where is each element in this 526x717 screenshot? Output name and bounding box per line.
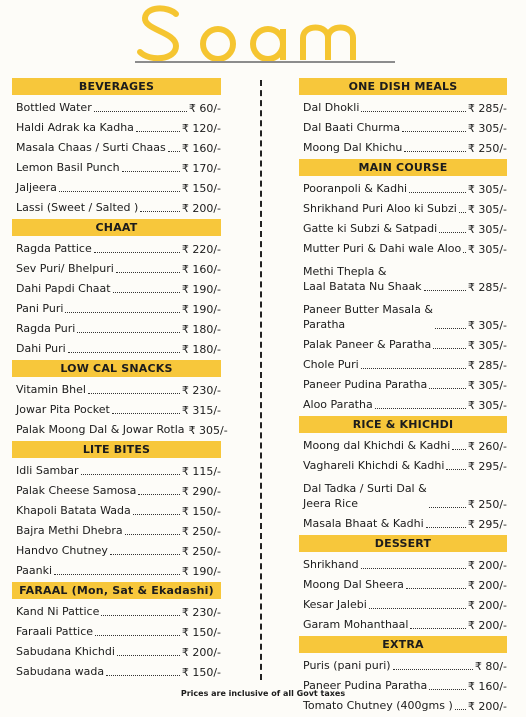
menu-item bbox=[12, 198, 221, 218]
menu-item bbox=[299, 555, 507, 575]
dot-leader bbox=[94, 110, 187, 112]
menu-item bbox=[12, 622, 221, 642]
item-name: Palak Moong Dal & Jowar Rotla bbox=[16, 423, 185, 436]
menu-item bbox=[299, 575, 507, 595]
item-price: ₹ 305/- bbox=[467, 223, 507, 236]
section-header: EXTRA bbox=[299, 636, 507, 653]
item-price: ₹ 305/- bbox=[467, 319, 507, 332]
menu-section bbox=[299, 535, 507, 636]
dot-leader bbox=[125, 533, 180, 535]
item-name: Shrikhand Puri Aloo ki Subzi bbox=[303, 202, 457, 215]
dot-leader bbox=[133, 513, 180, 515]
item-price: ₹ 295/- bbox=[467, 518, 507, 531]
item-name: Ragda Pattice bbox=[16, 242, 92, 255]
menu-section bbox=[299, 636, 507, 717]
item-price: ₹ 305/- bbox=[467, 203, 507, 216]
menu-item bbox=[12, 319, 221, 339]
menu-item bbox=[12, 339, 221, 359]
dot-leader bbox=[361, 110, 465, 112]
dot-leader bbox=[404, 150, 465, 152]
item-price: ₹ 250/- bbox=[181, 545, 221, 558]
item-price: ₹ 150/- bbox=[181, 666, 221, 679]
menu-item bbox=[12, 420, 228, 440]
item-price: ₹ 305/- bbox=[467, 379, 507, 392]
menu-item bbox=[299, 355, 507, 375]
item-price: ₹ 80/- bbox=[474, 660, 507, 673]
item-price: ₹ 150/- bbox=[181, 182, 221, 195]
item-name: Sabudana Khichdi bbox=[16, 645, 115, 658]
item-price: ₹ 160/- bbox=[181, 263, 221, 276]
item-name: Pani Puri bbox=[16, 302, 64, 315]
item-name: Dal Baati Churma bbox=[303, 121, 401, 134]
item-price: ₹ 250/- bbox=[181, 525, 221, 538]
item-name: Chole Puri bbox=[303, 358, 359, 371]
soam-logo bbox=[0, 0, 526, 72]
menu-item bbox=[299, 696, 507, 716]
dot-leader bbox=[110, 553, 180, 555]
dot-leader bbox=[117, 654, 180, 656]
menu-item bbox=[12, 521, 221, 541]
item-name: Gatte ki Subzi & Satpadi bbox=[303, 222, 438, 235]
item-price: ₹ 120/- bbox=[181, 122, 221, 135]
dot-leader bbox=[81, 473, 180, 475]
item-name: Moong dal Khichdi & Kadhi bbox=[303, 439, 451, 452]
menu-item bbox=[299, 436, 507, 456]
item-price: ₹ 200/- bbox=[467, 619, 507, 632]
tax-note: Prices are inclusive of all Govt taxes bbox=[180, 689, 346, 698]
item-price: ₹ 250/- bbox=[467, 142, 507, 155]
dot-leader bbox=[138, 493, 179, 495]
menu-item bbox=[12, 299, 221, 319]
section-header: BEVERAGES bbox=[12, 78, 221, 95]
item-name: Dahi Puri bbox=[16, 342, 66, 355]
menu-section bbox=[299, 416, 507, 535]
item-name: Aloo Paratha bbox=[303, 398, 373, 411]
item-name: Vaghareli Khichdi & Kadhi bbox=[303, 459, 445, 472]
menu-item bbox=[12, 259, 221, 279]
dot-leader bbox=[68, 351, 180, 353]
right-menu-column bbox=[299, 78, 507, 717]
item-price: ₹ 190/- bbox=[181, 283, 221, 296]
dot-leader bbox=[168, 150, 180, 152]
item-name: Jowar Pita Pocket bbox=[16, 403, 110, 416]
item-name: Puris (pani puri) bbox=[303, 659, 391, 672]
dot-leader bbox=[446, 468, 465, 470]
menu-item bbox=[12, 98, 221, 118]
item-price: ₹ 170/- bbox=[181, 162, 221, 175]
menu-item bbox=[299, 118, 507, 138]
dot-leader bbox=[433, 347, 466, 349]
logo-letter-o bbox=[203, 29, 233, 59]
item-name: Methi Thepla & Laal Batata Nu Shaak bbox=[303, 265, 422, 293]
dot-leader bbox=[88, 392, 180, 394]
item-name: Dal Tadka / Surti Dal & Jeera Rice bbox=[303, 482, 427, 510]
item-name: Kesar Jalebi bbox=[303, 598, 367, 611]
item-name: Masala Chaas / Surti Chaas bbox=[16, 141, 166, 154]
item-price: ₹ 180/- bbox=[181, 323, 221, 336]
item-name: Lassi (Sweet / Salted ) bbox=[16, 201, 139, 214]
menu-item bbox=[12, 501, 221, 521]
item-name: Mutter Puri & Dahi wale Aloo bbox=[303, 242, 462, 255]
item-price: ₹ 305/- bbox=[467, 183, 507, 196]
item-name: Palak Cheese Samosa bbox=[16, 484, 137, 497]
menu-item bbox=[12, 602, 221, 622]
column-divider bbox=[260, 80, 262, 680]
menu-item bbox=[299, 297, 507, 335]
dot-leader bbox=[136, 130, 180, 132]
item-price: ₹ 285/- bbox=[467, 281, 507, 294]
item-name: Paneer Butter Masala & Paratha bbox=[303, 303, 433, 331]
dot-leader bbox=[439, 231, 466, 233]
dot-leader bbox=[59, 190, 180, 192]
item-name: Moong Dal Khichu bbox=[303, 141, 403, 154]
menu-item bbox=[12, 118, 221, 138]
dot-leader bbox=[361, 367, 466, 369]
menu-item bbox=[12, 158, 221, 178]
item-name: Kand Ni Pattice bbox=[16, 605, 100, 618]
left-menu-column bbox=[12, 78, 228, 683]
section-header: LITE BITES bbox=[12, 441, 221, 458]
dot-leader bbox=[113, 291, 180, 293]
item-name: Bottled Water bbox=[16, 101, 92, 114]
item-name: Sabudana wada bbox=[16, 665, 105, 678]
dot-leader bbox=[426, 526, 466, 528]
item-price: ₹ 200/- bbox=[181, 646, 221, 659]
dot-leader bbox=[424, 289, 466, 291]
item-name: Sev Puri/ Bhelpuri bbox=[16, 262, 114, 275]
item-price: ₹ 150/- bbox=[181, 505, 221, 518]
item-name: Vitamin Bhel bbox=[16, 383, 86, 396]
menu-item bbox=[12, 481, 221, 501]
dot-leader bbox=[410, 627, 465, 629]
menu-item bbox=[12, 138, 221, 158]
menu-item bbox=[12, 380, 221, 400]
item-price: ₹ 295/- bbox=[467, 460, 507, 473]
dot-leader bbox=[369, 607, 466, 609]
menu-item bbox=[299, 375, 507, 395]
item-price: ₹ 200/- bbox=[467, 599, 507, 612]
item-price: ₹ 200/- bbox=[467, 559, 507, 572]
item-price: ₹ 230/- bbox=[181, 384, 221, 397]
item-name: Dahi Papdi Chaat bbox=[16, 282, 111, 295]
item-price: ₹ 305/- bbox=[467, 339, 507, 352]
item-price: ₹ 150/- bbox=[181, 626, 221, 639]
section-header: DESSERT bbox=[299, 535, 507, 552]
menu-item bbox=[299, 219, 507, 239]
item-name: Paanki bbox=[16, 564, 53, 577]
item-price: ₹ 190/- bbox=[181, 565, 221, 578]
menu-item bbox=[12, 642, 221, 662]
item-name: Shrikhand bbox=[303, 558, 359, 571]
menu-item bbox=[299, 98, 507, 118]
dot-leader bbox=[122, 170, 180, 172]
item-name: Paneer Pudina Paratha bbox=[303, 679, 428, 692]
dot-leader bbox=[406, 587, 466, 589]
menu-section bbox=[299, 159, 507, 416]
item-name: Moong Dal Sheera bbox=[303, 578, 404, 591]
logo-letter-a bbox=[253, 29, 283, 59]
dot-leader bbox=[429, 506, 466, 508]
item-price: ₹ 200/- bbox=[467, 700, 507, 713]
section-header: ONE DISH MEALS bbox=[299, 78, 507, 95]
dot-leader bbox=[463, 251, 466, 253]
dot-leader bbox=[94, 251, 180, 253]
menu-item bbox=[12, 279, 221, 299]
item-name: Pooranpoli & Kadhi bbox=[303, 182, 408, 195]
menu-section bbox=[12, 441, 221, 582]
menu-item bbox=[299, 514, 507, 534]
item-name: Masala Bhaat & Kadhi bbox=[303, 517, 424, 530]
dot-leader bbox=[409, 191, 466, 193]
item-name: Tomato Chutney (400gms ) bbox=[303, 699, 453, 712]
item-price: ₹ 260/- bbox=[467, 440, 507, 453]
item-name: Palak Paneer & Paratha bbox=[303, 338, 432, 351]
menu-item bbox=[12, 178, 221, 198]
item-name: Garam Mohanthaal bbox=[303, 618, 409, 631]
dot-leader bbox=[455, 708, 466, 710]
section-header: RICE & KHICHDI bbox=[299, 416, 507, 433]
item-price: ₹ 160/- bbox=[181, 142, 221, 155]
item-price: ₹ 190/- bbox=[181, 303, 221, 316]
menu-item bbox=[299, 395, 507, 415]
menu-item bbox=[12, 461, 221, 481]
item-price: ₹ 315/- bbox=[181, 404, 221, 417]
menu-section bbox=[12, 78, 221, 219]
dot-leader bbox=[116, 271, 180, 273]
item-name: Idli Sambar bbox=[16, 464, 79, 477]
item-price: ₹ 60/- bbox=[188, 102, 221, 115]
section-header: FARAAL (Mon, Sat & Ekadashi) bbox=[12, 582, 221, 599]
menu-item bbox=[12, 561, 221, 581]
item-name: Lemon Basil Punch bbox=[16, 161, 120, 174]
dot-leader bbox=[459, 211, 466, 213]
item-price: ₹ 230/- bbox=[181, 606, 221, 619]
dot-leader bbox=[54, 573, 180, 575]
dot-leader bbox=[435, 327, 466, 329]
item-name: Handvo Chutney bbox=[16, 544, 108, 557]
menu-item bbox=[299, 595, 507, 615]
section-header: LOW CAL SNACKS bbox=[12, 360, 221, 377]
dot-leader bbox=[112, 412, 180, 414]
dot-leader bbox=[65, 311, 179, 313]
item-price: ₹ 285/- bbox=[467, 359, 507, 372]
menu-item bbox=[299, 656, 507, 676]
menu-item bbox=[12, 662, 221, 682]
item-price: ₹ 285/- bbox=[467, 102, 507, 115]
item-price: ₹ 200/- bbox=[181, 202, 221, 215]
dot-leader bbox=[101, 614, 179, 616]
item-name: Faraali Pattice bbox=[16, 625, 94, 638]
dot-leader bbox=[140, 210, 179, 212]
dot-leader bbox=[95, 634, 180, 636]
menu-item bbox=[299, 199, 507, 219]
dot-leader bbox=[361, 567, 466, 569]
dot-leader bbox=[393, 668, 473, 670]
item-price: ₹ 220/- bbox=[181, 243, 221, 256]
item-price: ₹ 305/- bbox=[467, 243, 507, 256]
item-price: ₹ 200/- bbox=[467, 579, 507, 592]
menu-item bbox=[12, 541, 221, 561]
item-name: Haldi Adrak ka Kadha bbox=[16, 121, 134, 134]
item-price: ₹ 160/- bbox=[467, 680, 507, 693]
dot-leader bbox=[106, 674, 180, 676]
menu-item bbox=[299, 239, 507, 259]
item-price: ₹ 250/- bbox=[467, 498, 507, 511]
menu-item bbox=[299, 335, 507, 355]
dot-leader bbox=[402, 130, 466, 132]
menu-section bbox=[12, 219, 221, 360]
logo-letter-s bbox=[140, 8, 176, 58]
item-name: Paneer Pudina Paratha bbox=[303, 378, 428, 391]
menu-section bbox=[299, 78, 507, 159]
menu-item bbox=[299, 476, 507, 514]
dot-leader bbox=[375, 407, 466, 409]
menu-item bbox=[299, 615, 507, 635]
item-price: ₹ 305/- bbox=[467, 122, 507, 135]
item-price: ₹ 305/- bbox=[188, 424, 228, 437]
menu-item bbox=[299, 456, 507, 476]
menu-item bbox=[299, 138, 507, 158]
item-price: ₹ 290/- bbox=[181, 485, 221, 498]
menu-item bbox=[12, 400, 221, 420]
item-price: ₹ 180/- bbox=[181, 343, 221, 356]
item-name: Ragda Puri bbox=[16, 322, 76, 335]
item-name: Jaljeera bbox=[16, 181, 57, 194]
menu-item bbox=[299, 259, 507, 297]
menu-section bbox=[12, 582, 221, 683]
dot-leader bbox=[452, 448, 466, 450]
section-header: MAIN COURSE bbox=[299, 159, 507, 176]
menu-section bbox=[12, 360, 228, 441]
menu-item bbox=[299, 179, 507, 199]
item-price: ₹ 115/- bbox=[181, 465, 221, 478]
item-name: Dal Dhokli bbox=[303, 101, 360, 114]
item-name: Khapoli Batata Wada bbox=[16, 504, 131, 517]
logo-letter-m bbox=[303, 28, 353, 61]
section-header: CHAAT bbox=[12, 219, 221, 236]
item-name: Bajra Methi Dhebra bbox=[16, 524, 123, 537]
dot-leader bbox=[429, 387, 466, 389]
item-price: ₹ 305/- bbox=[467, 399, 507, 412]
menu-item bbox=[12, 239, 221, 259]
dot-leader bbox=[77, 331, 179, 333]
